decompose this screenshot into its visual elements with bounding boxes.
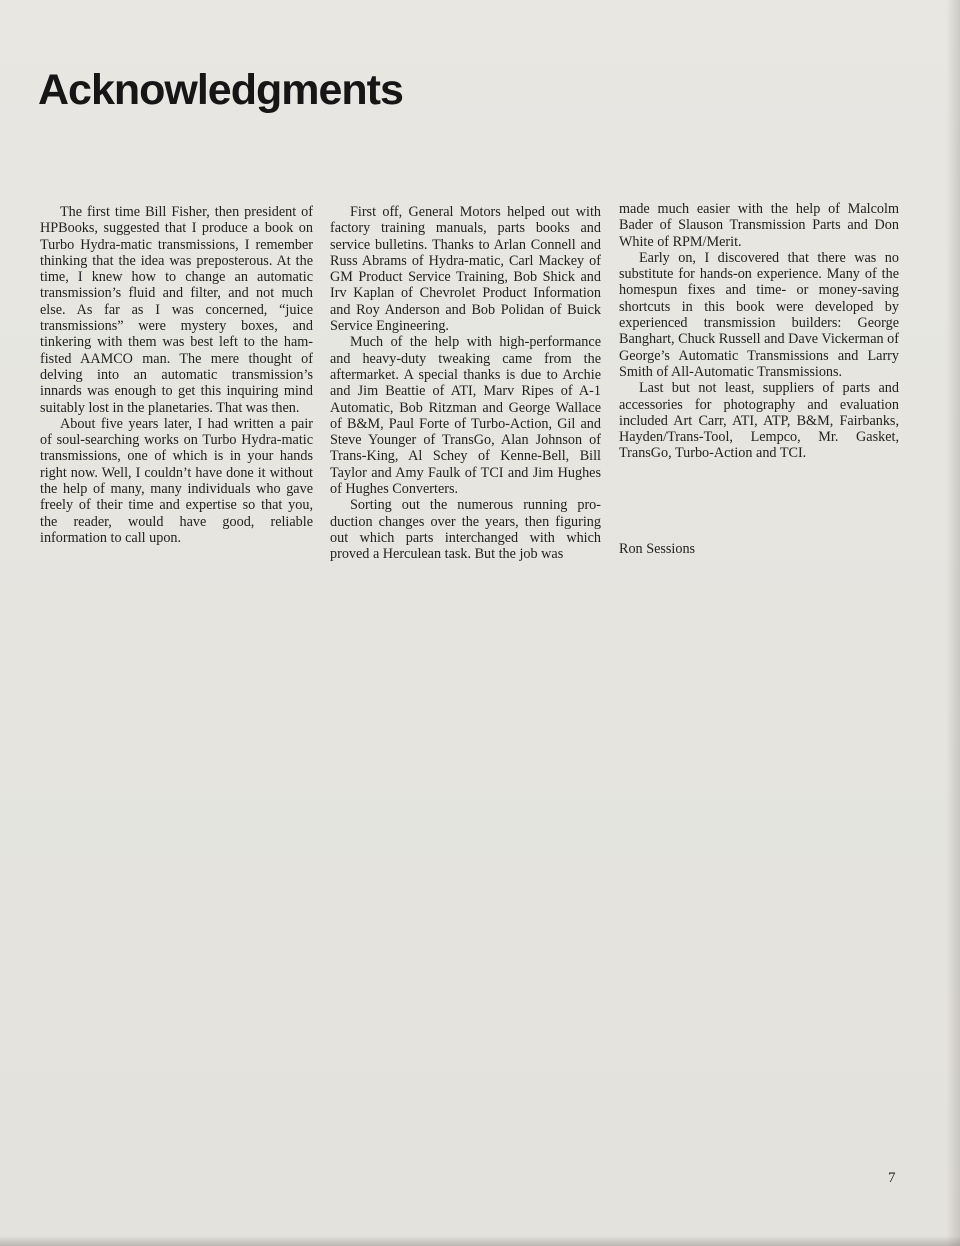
paragraph: Much of the help with high-performance and heavy-duty tweaking came from the aftermarket. A special thanks is due to Archie and Jim Beattie of ATI, Marv Ripes of A-1 Automatic, Bob Ritzman and George Wallace of B&M, Paul Forte of Turbo-Action, Gil and Steve Younger of TransGo, Alan Johnson of Trans-King, Al Schey of Kenne-Bell, Bill Taylor and Amy Faulk of TCI and Jim Hughes of Hughes Converters.	[330, 334, 601, 498]
page-number: 7	[888, 1170, 896, 1186]
paragraph: Early on, I discovered that there was no substitute for hands-on experience. Many of the homespun fixes and time- or money-saving shortcuts in this book were developed by experienced transmission builders: George Banghart, Chuck Russell and Dave Vickerman of George’s Automatic Transmissions and Larry Smith of All-Automatic Transmissions.	[619, 249, 899, 380]
paragraph: Sorting out the numerous running production changes over the years, then figuring out which parts interchanged with which proved a Herculean task. But the job was	[330, 497, 601, 563]
page-edge-shadow	[946, 0, 960, 1246]
text-column-2	[330, 204, 601, 563]
paragraph: First off, General Motors helped out with factory training manuals, parts books and service bulletins. Thanks to Arlan Connell and Russ Abrams of Hydra-matic, Carl Mackey of GM Product Service Training, Bob Shick and Irv Kaplan of Chevrolet Product Information and Roy Anderson and Bob Polidan of Buick Service Engineering.	[330, 204, 601, 335]
author-signature: Ron Sessions	[619, 541, 696, 557]
text-column-1	[40, 204, 313, 546]
paragraph: Last but not least, suppliers of parts and accessories for photography and evaluation included Art Carr, ATI, ATP, B&M, Fairbanks, Hayden/Trans-Tool, Lempco, Mr. Gasket, TransGo, Turbo-Action and TCI.	[619, 380, 899, 462]
paragraph: About five years later, I had written a pair of soul-searching works on Turbo Hydra-matic transmissions, one of which is in your hands right now. Well, I couldn’t have done it without the help of many, many individuals who gave freely of their time and expertise so that you, the reader, would have good, reliable information to call upon.	[40, 415, 313, 546]
paragraph: made much easier with the help of Malcolm Bader of Slauson Transmission Parts and Don White of RPM/Merit.	[619, 201, 899, 250]
page-title: Acknowledgments	[38, 66, 403, 114]
page-bottom-edge-shadow	[0, 1236, 960, 1246]
text-column-3	[619, 201, 899, 462]
paragraph: The first time Bill Fisher, then president of HPBooks, suggested that I produce a book on Turbo Hydra-matic transmissions, I remember thinking that the idea was preposterous. At the time, I knew how to change an automatic transmission’s fluid and filter, and not much else. As far as I was concerned, “juice transmissions” were mystery boxes, and tinkering with them was best left to the ham-fisted AAMCO man. The mere thought of delving into an automatic transmission’s innards was enough to get this inquiring mind suitably lost in the planetaries. That was then.	[40, 204, 313, 416]
